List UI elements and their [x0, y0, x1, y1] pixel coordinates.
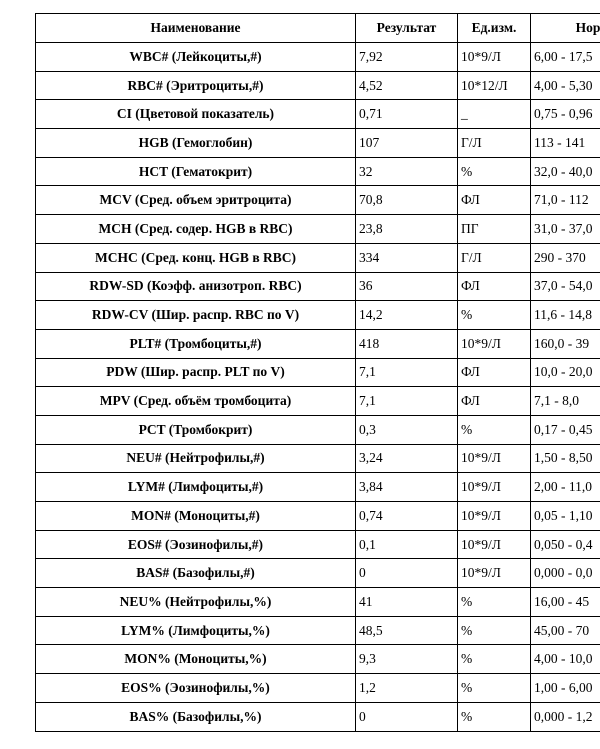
row-name: RDW-CV (Шир. распр. RBC по V): [36, 301, 356, 330]
row-range: 113 - 141: [531, 129, 600, 158]
row-result: 0: [356, 702, 458, 731]
row-range: 7,1 - 8,0: [531, 387, 600, 416]
table-row: [36, 157, 600, 186]
row-range: 2,00 - 11,0: [531, 473, 600, 502]
row-name: CI (Цветовой показатель): [36, 100, 356, 129]
table-row: [36, 329, 600, 358]
table-row: [36, 444, 600, 473]
table-row: [36, 301, 600, 330]
row-name: HGB (Гемоглобин): [36, 129, 356, 158]
row-range: 290 - 370: [531, 243, 600, 272]
row-unit: %: [458, 588, 531, 617]
table-row: [36, 100, 600, 129]
row-range: 37,0 - 54,0: [531, 272, 600, 301]
row-range: 16,00 - 45: [531, 588, 600, 617]
row-unit: %: [458, 301, 531, 330]
row-unit: 10*9/Л: [458, 559, 531, 588]
table-row: [36, 530, 600, 559]
row-result: 0,3: [356, 415, 458, 444]
table-row: [36, 186, 600, 215]
row-unit: Г/Л: [458, 129, 531, 158]
row-range: 1,50 - 8,50: [531, 444, 600, 473]
row-result: 14,2: [356, 301, 458, 330]
row-range: 160,0 - 39: [531, 329, 600, 358]
row-result: 7,1: [356, 387, 458, 416]
row-range: 31,0 - 37,0: [531, 215, 600, 244]
row-unit: %: [458, 702, 531, 731]
row-result: 36: [356, 272, 458, 301]
row-name: EOS# (Эозинофилы,#): [36, 530, 356, 559]
row-range: 10,0 - 20,0: [531, 358, 600, 387]
row-unit: 10*9/Л: [458, 444, 531, 473]
row-result: 418: [356, 329, 458, 358]
row-range: 0,050 - 0,4: [531, 530, 600, 559]
table-row: [36, 358, 600, 387]
table-header: [36, 14, 600, 43]
row-unit: 10*12/Л: [458, 71, 531, 100]
row-unit: _: [458, 100, 531, 129]
row-range: 0,05 - 1,10: [531, 502, 600, 531]
row-result: 9,3: [356, 645, 458, 674]
row-name: NEU# (Нейтрофилы,#): [36, 444, 356, 473]
table-row: [36, 71, 600, 100]
table-row: [36, 129, 600, 158]
row-range: 71,0 - 112: [531, 186, 600, 215]
header-name: Наименование: [36, 14, 356, 43]
row-result: 107: [356, 129, 458, 158]
row-result: 41: [356, 588, 458, 617]
row-result: 4,52: [356, 71, 458, 100]
row-result: 0,71: [356, 100, 458, 129]
table-row: [36, 559, 600, 588]
row-result: 0,74: [356, 502, 458, 531]
row-result: 32: [356, 157, 458, 186]
row-range: 6,00 - 17,5: [531, 43, 600, 72]
row-unit: %: [458, 157, 531, 186]
row-unit: ФЛ: [458, 272, 531, 301]
row-unit: %: [458, 645, 531, 674]
row-range: 0,75 - 0,96: [531, 100, 600, 129]
row-name: MON% (Моноциты,%): [36, 645, 356, 674]
row-result: 334: [356, 243, 458, 272]
row-result: 0: [356, 559, 458, 588]
row-name: EOS% (Эозинофилы,%): [36, 674, 356, 703]
header-norm: Нор: [531, 14, 600, 43]
row-range: 4,00 - 5,30: [531, 71, 600, 100]
row-range: 45,00 - 70: [531, 616, 600, 645]
row-result: 23,8: [356, 215, 458, 244]
row-unit: 10*9/Л: [458, 329, 531, 358]
table-row: [36, 588, 600, 617]
table-row: [36, 415, 600, 444]
row-unit: ФЛ: [458, 186, 531, 215]
table-body: [36, 43, 600, 732]
row-unit: 10*9/Л: [458, 502, 531, 531]
row-unit: %: [458, 415, 531, 444]
lab-results-table: [35, 13, 600, 732]
table-row: [36, 473, 600, 502]
row-result: 48,5: [356, 616, 458, 645]
row-unit: ФЛ: [458, 358, 531, 387]
row-range: 0,17 - 0,45: [531, 415, 600, 444]
row-name: BAS# (Базофилы,#): [36, 559, 356, 588]
row-result: 7,92: [356, 43, 458, 72]
row-result: 3,84: [356, 473, 458, 502]
row-result: 1,2: [356, 674, 458, 703]
row-range: 1,00 - 6,00: [531, 674, 600, 703]
table-row: [36, 674, 600, 703]
row-range: 11,6 - 14,8: [531, 301, 600, 330]
row-result: 0,1: [356, 530, 458, 559]
row-result: 3,24: [356, 444, 458, 473]
table-row: [36, 272, 600, 301]
row-unit: %: [458, 616, 531, 645]
row-name: WBC# (Лейкоциты,#): [36, 43, 356, 72]
row-name: PLT# (Тромбоциты,#): [36, 329, 356, 358]
header-result: Результат: [356, 14, 458, 43]
row-unit: Г/Л: [458, 243, 531, 272]
row-name: LYM% (Лимфоциты,%): [36, 616, 356, 645]
lab-results-sheet: [35, 13, 600, 732]
row-unit: 10*9/Л: [458, 530, 531, 559]
table-row: [36, 387, 600, 416]
row-unit: ФЛ: [458, 387, 531, 416]
row-name: RDW-SD (Коэфф. анизотроп. RBC): [36, 272, 356, 301]
row-name: MPV (Сред. объём тромбоцита): [36, 387, 356, 416]
row-name: RBC# (Эритроциты,#): [36, 71, 356, 100]
row-name: MCH (Сред. содер. HGB в RBC): [36, 215, 356, 244]
table-row: [36, 702, 600, 731]
table-row: [36, 502, 600, 531]
row-name: MON# (Моноциты,#): [36, 502, 356, 531]
table-row: [36, 616, 600, 645]
row-unit: 10*9/Л: [458, 473, 531, 502]
header-row: [36, 14, 600, 43]
row-result: 7,1: [356, 358, 458, 387]
row-name: LYM# (Лимфоциты,#): [36, 473, 356, 502]
row-name: PCT (Тромбокрит): [36, 415, 356, 444]
table-row: [36, 645, 600, 674]
row-name: HCT (Гематокрит): [36, 157, 356, 186]
row-unit: ПГ: [458, 215, 531, 244]
row-range: 4,00 - 10,0: [531, 645, 600, 674]
row-name: MCHC (Сред. конц. HGB в RBC): [36, 243, 356, 272]
row-name: PDW (Шир. распр. PLT по V): [36, 358, 356, 387]
header-unit: Ед.изм.: [458, 14, 531, 43]
row-name: NEU% (Нейтрофилы,%): [36, 588, 356, 617]
row-range: 32,0 - 40,0: [531, 157, 600, 186]
row-range: 0,000 - 0,0: [531, 559, 600, 588]
row-unit: 10*9/Л: [458, 43, 531, 72]
row-unit: %: [458, 674, 531, 703]
table-row: [36, 215, 600, 244]
row-name: MCV (Сред. объем эритроцита): [36, 186, 356, 215]
row-range: 0,000 - 1,2: [531, 702, 600, 731]
table-row: [36, 43, 600, 72]
row-result: 70,8: [356, 186, 458, 215]
row-name: BAS% (Базофилы,%): [36, 702, 356, 731]
table-row: [36, 243, 600, 272]
